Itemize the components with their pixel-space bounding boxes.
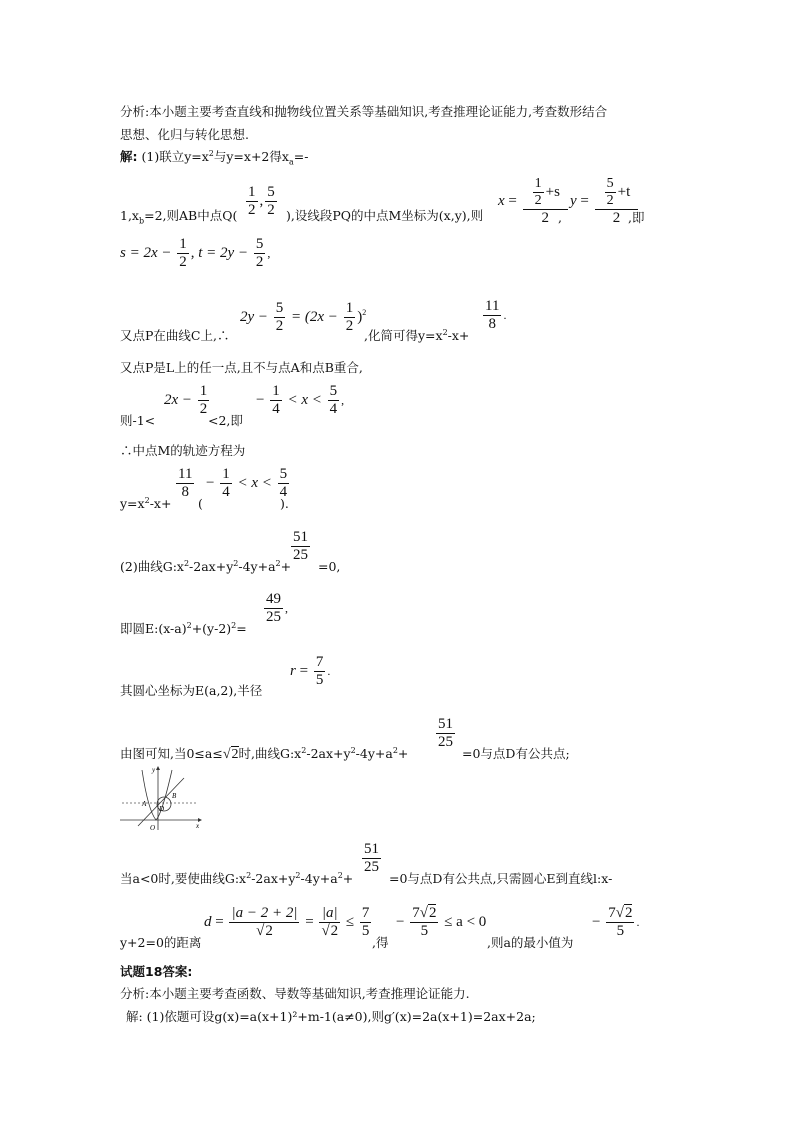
eq-zero: =0,: [318, 559, 341, 574]
solution-line-5: 又点P是L上的任一点,且不与点A和点B重合,: [120, 360, 363, 375]
num: 51: [293, 529, 308, 545]
sqrt: √: [615, 905, 624, 921]
eq: =: [305, 914, 314, 931]
solution-line-4: 又点P在曲线C上,∴: [120, 328, 230, 343]
fraction-11-8: [481, 298, 506, 334]
fraction-51-25c: [360, 841, 383, 877]
radicand: 2: [428, 905, 437, 921]
num: 11: [178, 466, 193, 482]
den: 2: [345, 318, 354, 335]
sub: b: [138, 216, 145, 226]
num: |a − 2 + 2|: [231, 905, 298, 921]
num: 1: [179, 236, 187, 252]
text: +(y-2): [191, 621, 232, 637]
var: x: [498, 193, 505, 210]
y-axis-arrow: [156, 766, 160, 770]
sup: 2: [392, 746, 398, 755]
text: 当a<0时,要使曲线G:x: [120, 871, 247, 887]
text: +: [342, 871, 354, 887]
period: .: [503, 308, 507, 323]
num: 5: [275, 300, 284, 316]
text: 时,曲线G:x: [238, 746, 302, 762]
text: -x+: [447, 328, 470, 344]
den: 4: [272, 401, 280, 418]
ineq: < x <: [287, 392, 322, 409]
x-range: [256, 383, 344, 419]
num: 51: [438, 716, 453, 732]
solution-line-7: ∴中点M的轨迹方程为: [120, 443, 246, 458]
eq: =: [215, 914, 224, 931]
x-range-2: [206, 466, 291, 502]
distance-line-b: ,得: [372, 935, 389, 950]
num: 7: [315, 654, 324, 670]
den: 2: [255, 254, 264, 271]
q-coordinates-fraction: [244, 184, 279, 220]
sqrt: √: [256, 923, 265, 940]
den: 2: [534, 193, 542, 209]
den: 4: [222, 484, 230, 501]
text: (1)联立y=x: [141, 149, 209, 165]
text: -4y+a: [355, 746, 393, 762]
seven: 7: [412, 905, 420, 921]
condition-line-2b: =0与点D有公共点,只需圆心E到直线l:x-: [389, 871, 613, 886]
num: 1: [222, 466, 230, 482]
s-eq: s = 2x −: [120, 245, 172, 262]
label-o: O: [150, 824, 156, 832]
den: 2: [606, 193, 614, 209]
num: 1: [199, 383, 208, 399]
num: 11: [485, 298, 500, 314]
seven: 7: [608, 905, 616, 921]
num: 1: [345, 300, 354, 316]
comma: ,: [259, 193, 264, 210]
text: -4y+a: [300, 871, 338, 887]
fraction-51-25b: [434, 716, 457, 752]
radius-line: 其圆心坐标为E(a,2),半径: [120, 683, 263, 698]
label-b: B: [172, 792, 177, 800]
num: 49: [266, 591, 281, 607]
analysis-line-2: 思想、化归与转化思想.: [120, 127, 249, 142]
text: 即圆E:(x-a): [120, 621, 187, 637]
sup: 2: [144, 496, 150, 505]
label-a: A: [142, 800, 147, 808]
text: (2)曲线G:x: [120, 559, 184, 575]
period: .: [327, 664, 331, 679]
plus-s: +s: [545, 184, 560, 201]
trajectory-equation: [120, 496, 171, 511]
den: 5: [361, 923, 370, 940]
sqrt: √: [419, 905, 428, 921]
sup: 2: [231, 621, 237, 630]
solution-line-4b: [364, 328, 469, 343]
analysis-line-1: 分析:本小题主要考查直线和抛物线位置关系等基础知识,考查推理论证能力,考查数形结合: [120, 104, 608, 119]
comma: ,: [190, 245, 195, 262]
sup: 2: [295, 871, 301, 880]
expr: 2y −: [240, 309, 269, 326]
solution-18: 解: (1)依题可设g(x)=a(x+1)²+m-1(a≠0),则g′(x)=2a(x+1)=2ax+2a;: [126, 1009, 536, 1024]
sup: 2: [183, 559, 190, 568]
paren-close: ).: [280, 496, 289, 511]
fraction-11-8b: [174, 466, 196, 502]
den: 2: [248, 202, 256, 219]
den: 2: [267, 202, 275, 219]
text: -2ax+y: [189, 559, 234, 575]
circle-e-line: [120, 621, 247, 636]
var: r: [290, 663, 296, 680]
condition-line-1b: =0与点D有公共点;: [462, 746, 570, 761]
num: 1: [248, 184, 256, 200]
sup: 2: [208, 149, 214, 158]
sup: 2: [350, 746, 356, 755]
solution-line-6: 则-1<: [120, 413, 156, 428]
solution-line-2b: ),设线段PQ的中点M坐标为(x,y),则: [286, 208, 484, 223]
paren-open: (: [198, 496, 203, 511]
num: 1: [272, 383, 280, 399]
text: =: [236, 621, 247, 637]
comma: ,: [267, 246, 271, 261]
text: =-: [293, 149, 309, 165]
den: 8: [176, 483, 194, 501]
text: +: [280, 559, 292, 575]
t-eq: t = 2y −: [198, 245, 249, 262]
den: 8: [483, 315, 501, 333]
text: -2ax+y: [251, 871, 296, 887]
text: 由图可知,当0≤a≤: [120, 746, 223, 762]
sqrt-2: [223, 746, 239, 762]
num: 5: [255, 236, 264, 252]
sup: 2: [246, 871, 252, 880]
distance-formula: [204, 905, 373, 941]
solution-line-2c: ,即: [628, 210, 645, 225]
neg: −: [396, 914, 405, 931]
text: ,化简可得y=x: [364, 328, 443, 344]
solution-label: 解:: [120, 149, 138, 165]
a-range: [396, 905, 486, 941]
den: 25: [438, 734, 453, 751]
sup: 2: [301, 746, 307, 755]
s-t-expressions: [120, 236, 270, 272]
sup: 2: [362, 308, 367, 318]
sqrt: √: [321, 923, 330, 940]
eq: =: [580, 193, 589, 210]
label-d: D: [159, 805, 165, 813]
sqrt: √: [222, 747, 231, 763]
radicand: 2: [330, 923, 339, 940]
text: y=x: [120, 496, 145, 512]
num: 51: [364, 841, 379, 857]
neg: −: [206, 475, 215, 492]
num: 5: [329, 383, 338, 399]
var: d: [204, 914, 212, 931]
ineq: < x <: [237, 475, 272, 492]
expr: = (2x −: [291, 309, 338, 326]
sup: 2: [233, 559, 239, 568]
le: ≤: [345, 914, 355, 931]
min-value: [592, 905, 639, 941]
num: 1: [534, 176, 542, 191]
condition-line-2: [120, 871, 353, 886]
den: 25: [364, 859, 379, 876]
parabola-circle-figure: [118, 764, 206, 832]
curve-g-line: [120, 559, 291, 574]
answer-18-heading: 试题18答案:: [120, 964, 193, 979]
solution-line-2: [120, 208, 237, 226]
sup: 2: [186, 621, 192, 630]
ineq: ≤ a < 0: [444, 914, 487, 931]
curve-substitution: [240, 300, 366, 336]
label-x: x: [196, 822, 200, 830]
solution-line-1: [120, 149, 308, 167]
sub: a: [288, 157, 294, 167]
eq: =: [299, 663, 309, 680]
eq: =: [508, 193, 517, 210]
den: 5: [410, 922, 438, 940]
text: -2ax+y: [306, 746, 351, 762]
range-expression: [164, 383, 211, 419]
expr: 2x −: [164, 392, 193, 409]
num: 5: [606, 176, 614, 191]
comma: ,: [341, 393, 345, 408]
text: +: [397, 746, 409, 762]
text: -x+: [149, 496, 172, 512]
plus-t: +t: [617, 184, 631, 201]
radicand: 2: [231, 747, 239, 763]
analysis-18: 分析:本小题主要考查函数、导数等基础知识,考查推理论证能力.: [120, 986, 470, 1001]
den: 4: [279, 484, 288, 501]
text: 与y=x+2得x: [213, 149, 289, 165]
distance-line-c: ,则a的最小值为: [487, 935, 574, 950]
period: .: [636, 915, 640, 930]
sup: 2: [337, 871, 343, 880]
den: 25: [266, 609, 281, 626]
fraction-51-25: [289, 529, 312, 565]
label-y: y: [152, 766, 156, 774]
sup: 2: [275, 559, 281, 568]
den: 25: [293, 547, 308, 564]
num: |a|: [321, 905, 338, 921]
neg: −: [256, 392, 265, 409]
den: 4: [329, 401, 338, 418]
var: y: [570, 193, 577, 210]
den: 5: [315, 672, 324, 689]
den: 5: [606, 922, 634, 940]
solution-line-6b: <2,即: [208, 413, 243, 428]
fraction-49-25: [262, 591, 288, 627]
sup: 2: [442, 328, 448, 337]
text: 1,x: [120, 208, 139, 223]
comma: ,: [558, 210, 562, 225]
text: -4y+a: [238, 559, 276, 575]
radius-value: [290, 654, 330, 690]
den: 2: [275, 318, 284, 335]
den: 2: [523, 209, 568, 227]
num: 5: [279, 466, 288, 482]
rparen: ): [357, 309, 363, 326]
distance-line: y+2=0的距离: [120, 935, 202, 950]
neg: −: [592, 914, 601, 931]
radicand: 2: [624, 905, 633, 921]
num: 5: [267, 184, 275, 200]
condition-line-1: [120, 746, 408, 764]
comma: ,: [285, 601, 288, 616]
text: =2,则AB中点Q(: [144, 208, 238, 223]
den: 2: [199, 401, 208, 418]
num: 7: [361, 905, 370, 921]
den: 2: [179, 254, 187, 271]
radicand: 2: [265, 923, 273, 940]
den: 2: [595, 209, 639, 227]
